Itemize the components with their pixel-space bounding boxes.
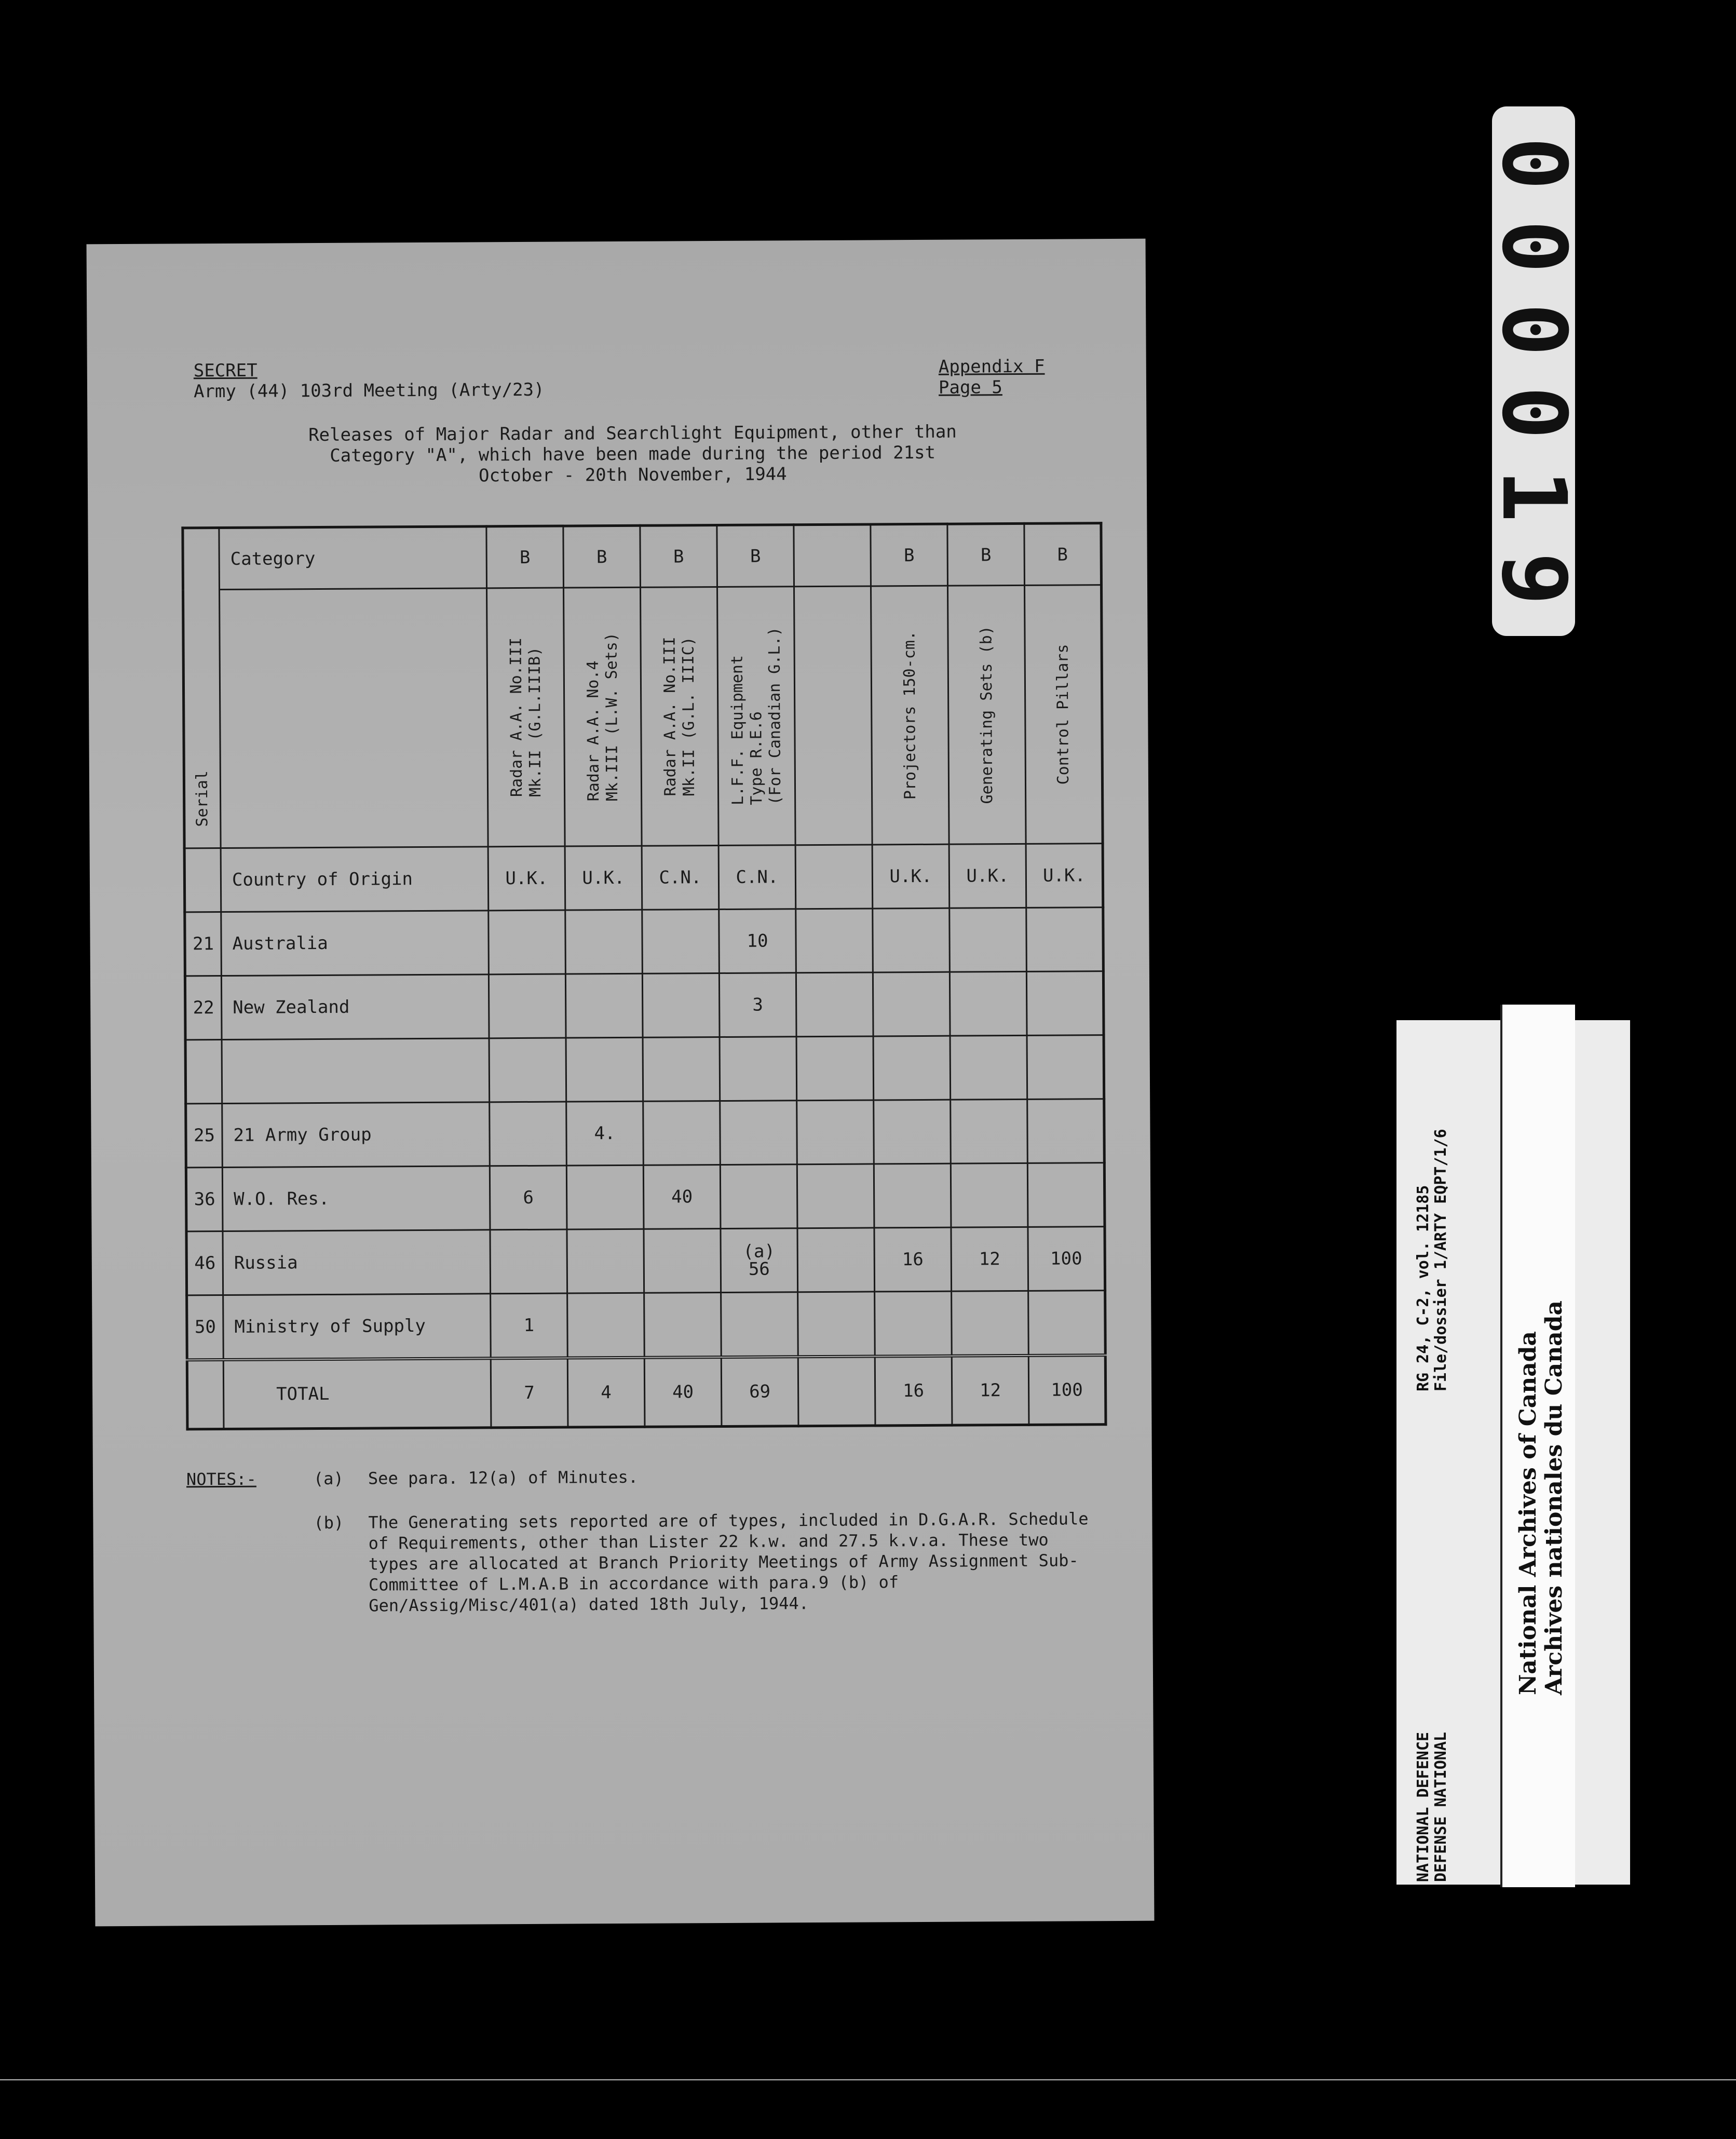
table-row: [185, 1035, 1104, 1104]
column-header: Control Pillars: [1024, 585, 1103, 844]
value-cell: [874, 1100, 951, 1164]
total-cell: [798, 1356, 875, 1426]
recipient-cell: 21 Army Group: [222, 1102, 490, 1168]
value-cell: [721, 1292, 798, 1357]
value-cell: 4.: [566, 1101, 644, 1166]
category-cell: B: [640, 525, 717, 588]
origin-cell: U.K.: [949, 844, 1026, 908]
total-cell: 16: [875, 1356, 952, 1426]
value-cell: [720, 1037, 797, 1101]
frame-digit: 0: [1482, 137, 1585, 191]
value-cell: [873, 972, 950, 1036]
category-cell: B: [947, 523, 1025, 586]
value-cell: [642, 973, 720, 1038]
recipient-cell: [222, 1038, 490, 1104]
note-b-text: The Generating sets reported are of types, included in D.G.A.R. Schedule of Requirements, other than Lister 22 k.w. and 27.5 k.v.a. These two types are allocated at Branch Priority Meetings of Army Assignment Sub-Committee of L.M.A.B in accordance with para.9 (b) of Gen/Assig/Misc/401(a) dated 18th July, 1944.: [368, 1509, 1089, 1616]
category-cell: B: [717, 525, 794, 587]
value-cell: [950, 1035, 1027, 1100]
total-cell: 12: [952, 1356, 1029, 1425]
total-cell: 40: [644, 1357, 722, 1427]
value-cell: 100: [1028, 1227, 1105, 1291]
column-header: Radar A.A. No.III Mk.II (G.L. IIIC): [641, 587, 719, 846]
column-header: [794, 586, 873, 845]
value-cell: [644, 1228, 721, 1293]
serial-cell: [185, 1040, 222, 1104]
column-header: L.F.F. Equipment Type R.E.6 (For Canadian G.L.): [717, 587, 796, 846]
note-a-marker: (a): [313, 1468, 344, 1489]
data-rows: [185, 908, 1105, 1360]
value-cell: [643, 1037, 720, 1101]
recipient-cell: New Zealand: [221, 974, 489, 1040]
value-cell: [874, 1163, 951, 1228]
recipient-cell: W.O. Res.: [222, 1166, 490, 1231]
serial-cell: 25: [186, 1104, 223, 1168]
serial-cell: 22: [185, 976, 222, 1040]
total-cell: 100: [1028, 1355, 1106, 1425]
value-cell: 10: [719, 909, 796, 973]
category-cell: B: [871, 524, 948, 586]
table-row: [185, 971, 1104, 1040]
value-cell: [720, 1165, 797, 1229]
notes-label: NOTES:-: [186, 1469, 256, 1490]
value-cell: [950, 971, 1027, 1036]
divider-line: [0, 2079, 1736, 2080]
origin-cell: C.N.: [642, 846, 719, 910]
value-cell: [873, 908, 950, 972]
value-cell: [797, 1100, 874, 1165]
value-cell: [1027, 1163, 1105, 1227]
value-cell: [1027, 1035, 1104, 1100]
column-header: Projectors 150-cm.: [871, 586, 950, 845]
serial-cell: 21: [185, 912, 222, 976]
page-label: Page 5: [938, 377, 1002, 398]
value-cell: [798, 1292, 875, 1357]
origin-cell: U.K.: [488, 846, 565, 911]
origin-cell: U.K.: [565, 846, 642, 910]
classification: SECRET: [193, 360, 257, 382]
value-cell: [567, 1293, 645, 1358]
origin-cell: U.K.: [872, 844, 950, 909]
total-cell: 69: [721, 1357, 798, 1426]
value-cell: 40: [643, 1165, 721, 1229]
value-cell: [489, 974, 566, 1038]
column-header-row: [183, 585, 1103, 848]
value-cell: [951, 1099, 1028, 1163]
value-cell: 6: [490, 1166, 567, 1230]
value-cell: [950, 908, 1027, 972]
value-cell: [565, 973, 643, 1038]
note-a-text: See para. 12(a) of Minutes.: [368, 1467, 639, 1488]
value-cell: [952, 1291, 1029, 1356]
table-row: [186, 1227, 1105, 1295]
table-row: [186, 1163, 1105, 1231]
recipient-cell: Australia: [221, 911, 489, 976]
table-row: [185, 908, 1104, 976]
document-sheet: [87, 239, 1155, 1927]
value-cell: [797, 1228, 875, 1292]
value-cell: [1026, 908, 1104, 972]
value-cell: [796, 1036, 874, 1101]
value-cell: 12: [951, 1227, 1028, 1291]
document-title: Releases of Major Radar and Searchlight Equipment, other than Category "A", which have been made during the period 21st October - 20th November, 1944: [308, 421, 957, 486]
value-cell: [951, 1163, 1028, 1227]
frame-digit: 0: [1482, 303, 1585, 357]
column-header: Generating Sets (b): [947, 585, 1026, 844]
value-cell: [642, 910, 720, 974]
origin-cell: C.N.: [718, 845, 796, 910]
value-cell: (a) 56: [721, 1228, 798, 1293]
frame-digit: 9: [1482, 552, 1585, 606]
archives-seal: [1500, 1005, 1575, 1887]
appendix-label: Appendix F: [938, 356, 1045, 377]
reference-label: RG 24, C-2, vol. 12185 File/dossier 1/ARTY EQPT/1/6: [1414, 1129, 1450, 1391]
value-cell: [489, 910, 566, 974]
value-cell: [489, 1038, 566, 1102]
value-cell: 1: [491, 1293, 568, 1358]
serial-header: Serial: [183, 528, 221, 848]
value-cell: [644, 1292, 722, 1357]
value-cell: [873, 1036, 951, 1100]
column-header: Radar A.A. No.4 Mk.III (L.W. Sets): [564, 587, 642, 846]
note-b-marker: (b): [314, 1512, 344, 1533]
value-cell: 16: [874, 1227, 952, 1292]
serial-cell: 50: [187, 1295, 224, 1360]
total-row: [187, 1355, 1106, 1429]
meeting-reference: Army (44) 103rd Meeting (Arty/23): [193, 379, 545, 402]
value-cell: [567, 1229, 644, 1293]
frame-digit: 1: [1482, 469, 1585, 523]
releases-table: [181, 522, 1107, 1430]
total-cell: 7: [491, 1358, 568, 1428]
department-label: NATIONAL DEFENCE DEFENSE NATIONAL: [1414, 1732, 1450, 1882]
recipient-cell: Ministry of Supply: [223, 1294, 491, 1360]
total-label: TOTAL: [223, 1358, 491, 1429]
value-cell: [796, 972, 873, 1037]
value-cell: [796, 909, 873, 973]
frame-number-stub: [1482, 106, 1585, 636]
value-cell: [566, 1037, 643, 1102]
serial-cell: 36: [186, 1168, 223, 1231]
value-cell: [797, 1164, 874, 1228]
origin-row: [184, 844, 1103, 912]
category-cell: B: [486, 526, 564, 588]
category-cell: B: [563, 525, 641, 588]
value-cell: [490, 1102, 567, 1166]
total-cell: 4: [567, 1358, 645, 1427]
table-row: [186, 1099, 1105, 1168]
value-cell: [1027, 1099, 1105, 1163]
origin-cell: [795, 845, 873, 909]
notes-section: [186, 1464, 1121, 1617]
origin-label: Country of Origin: [221, 847, 489, 912]
value-cell: 3: [719, 973, 796, 1037]
value-cell: [875, 1291, 952, 1356]
archives-name-en: National Archives of Canada: [1515, 1331, 1541, 1695]
table-row: [187, 1291, 1106, 1360]
frame-digit: 0: [1482, 220, 1585, 274]
blank-header-cell: [220, 588, 489, 848]
category-cell: [794, 524, 871, 587]
value-cell: [566, 1165, 644, 1229]
recipient-cell: Russia: [223, 1230, 491, 1295]
value-cell: [1028, 1291, 1106, 1356]
origin-cell: U.K.: [1026, 844, 1103, 908]
value-cell: [490, 1229, 567, 1294]
value-cell: [1026, 971, 1104, 1036]
category-header: Category: [219, 526, 487, 590]
value-cell: [643, 1101, 721, 1165]
category-row: [183, 523, 1102, 590]
serial-cell: 46: [186, 1231, 223, 1295]
value-cell: [720, 1101, 797, 1165]
value-cell: [565, 910, 643, 974]
archives-name-fr: Archives nationales du Canada: [1541, 1300, 1567, 1695]
column-header: Radar A.A. No.III Mk.II (G.L.IIIB): [487, 588, 565, 847]
category-cell: B: [1024, 523, 1102, 586]
frame-digit: 0: [1482, 386, 1585, 440]
